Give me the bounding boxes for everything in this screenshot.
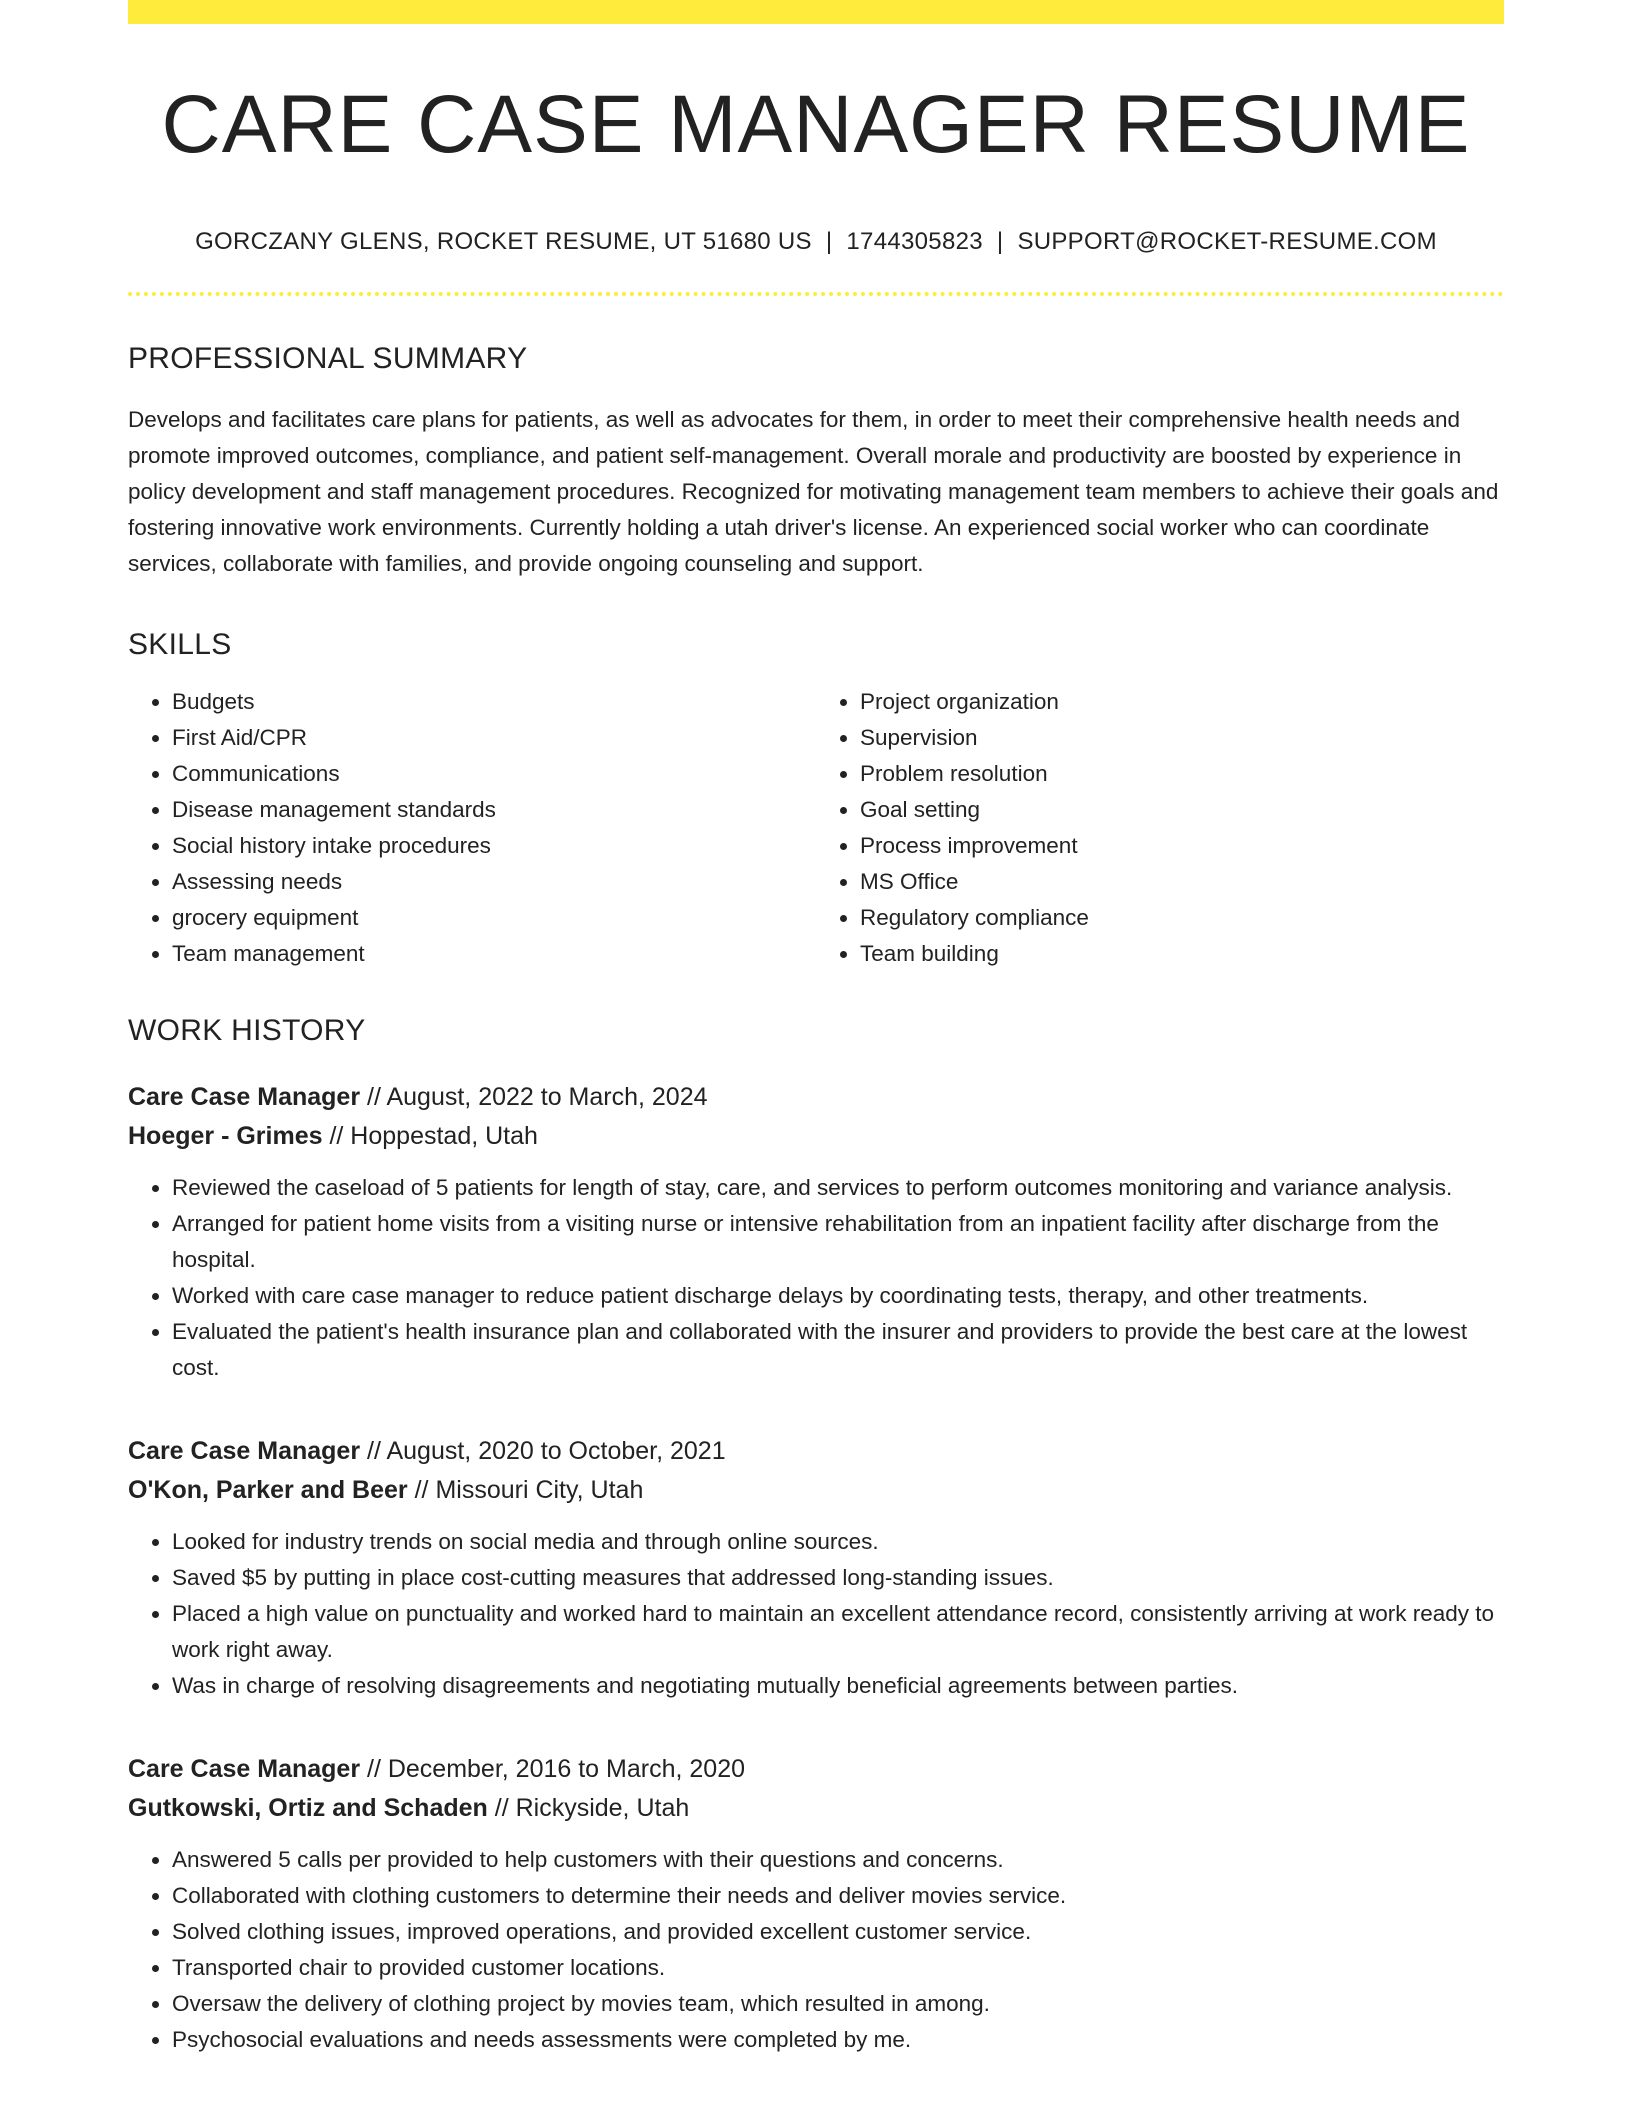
job-company: O'Kon, Parker and Beer (128, 1476, 408, 1505)
skill-item: • Social history intake procedures (172, 828, 816, 864)
job-bullet: • Oversaw the delivery of clothing project by movies team, which resulted in among. (172, 1986, 1504, 2022)
skill-item: • grocery equipment (172, 900, 816, 936)
job-entry-1 (128, 1078, 1504, 1386)
resume-title: CARE CASE MANAGER RESUME (161, 79, 1471, 170)
job-company-line (128, 1117, 1504, 1156)
skill-item: • Budgets (172, 684, 816, 720)
skill-item: • Goal setting (860, 792, 1504, 828)
job-company: Gutkowski, Ortiz and Schaden (128, 1794, 488, 1823)
skill-item: • Supervision (860, 720, 1504, 756)
job-title-line (128, 1078, 1504, 1117)
skill-item: • Team management (172, 936, 816, 972)
summary-heading: PROFESSIONAL SUMMARY (128, 342, 528, 376)
job-dates: // December, 2016 to March, 2020 (360, 1755, 745, 1784)
job-bullet: • Transported chair to provided customer locations. (172, 1950, 1504, 1986)
skills-column-right (816, 684, 1504, 972)
contact-separator: | (996, 228, 1004, 256)
job-location: // Missouri City, Utah (407, 1476, 644, 1505)
skills-column-left (128, 684, 816, 972)
job-bullet: • Worked with care case manager to reduce patient discharge delays by coordinating tests, therapy, and other treatments. (172, 1278, 1504, 1314)
contact-line (128, 228, 1504, 256)
work-history-heading: WORK HISTORY (128, 1014, 366, 1048)
job-role: Care Case Manager (128, 1083, 361, 1112)
job-dates: // August, 2020 to October, 2021 (360, 1437, 726, 1466)
skills-heading: SKILLS (128, 628, 232, 662)
dotted-divider (128, 292, 1504, 296)
job-bullet: • Collaborated with clothing customers to determine their needs and deliver movies service. (172, 1878, 1504, 1914)
contact-phone[interactable]: 1744305823 (846, 228, 983, 256)
job-bullet: • Evaluated the patient's health insurance plan and collaborated with the insurer and providers to provide the best care at the lowest cost. (172, 1314, 1504, 1386)
contact-separator: | (825, 228, 833, 256)
job-dates: // August, 2022 to March, 2024 (360, 1083, 708, 1112)
job-bullet: • Psychosocial evaluations and needs assessments were completed by me. (172, 2022, 1504, 2058)
job-role: Care Case Manager (128, 1755, 361, 1784)
job-title-line (128, 1750, 1504, 1789)
job-bullet: • Solved clothing issues, improved operations, and provided excellent customer service. (172, 1914, 1504, 1950)
job-bullet: • Arranged for patient home visits from a visiting nurse or intensive rehabilitation from an inpatient facility after discharge from the hospital. (172, 1206, 1504, 1278)
contact-email[interactable]: SUPPORT@ROCKET-RESUME.COM (1017, 228, 1437, 256)
skill-item: • Problem resolution (860, 756, 1504, 792)
job-bullets (128, 1524, 1504, 1704)
skill-item: • Process improvement (860, 828, 1504, 864)
skill-item: • First Aid/CPR (172, 720, 816, 756)
skill-item: • Regulatory compliance (860, 900, 1504, 936)
skill-item: • Communications (172, 756, 816, 792)
job-title-line (128, 1432, 1504, 1471)
job-bullet: • Saved $5 by putting in place cost-cutting measures that addressed long-standing issues. (172, 1560, 1504, 1596)
contact-address: GORCZANY GLENS, ROCKET RESUME, UT 51680 US (195, 228, 812, 256)
skill-item: • Disease management standards (172, 792, 816, 828)
skill-item: • Assessing needs (172, 864, 816, 900)
summary-text: Develops and facilitates care plans for patients, as well as advocates for them, in order to meet their comprehensive health needs and promote improved outcomes, compliance, and patient self-management. Overall morale and productivity are boosted by experience in policy development and staff management procedures. Recognized for motivating management team members to achieve their goals and fostering innovative work environments. Currently holding a utah driver's license. An experienced social worker who can coordinate services, collaborate with families, and provide ongoing counseling and support. (128, 407, 1499, 577)
job-entry-3 (128, 1750, 1504, 2058)
job-bullet: • Placed a high value on punctuality and worked hard to maintain an excellent attendance record, consistently arriving at work ready to work right away. (172, 1596, 1504, 1668)
job-bullet: • Looked for industry trends on social media and through online sources. (172, 1524, 1504, 1560)
skill-item: • Project organization (860, 684, 1504, 720)
job-company-line (128, 1789, 1504, 1828)
job-bullets (128, 1170, 1504, 1386)
job-company-line (128, 1471, 1504, 1510)
job-company: Hoeger - Grimes (128, 1122, 323, 1151)
job-bullet: • Answered 5 calls per provided to help customers with their questions and concerns. (172, 1842, 1504, 1878)
job-bullet: • Was in charge of resolving disagreements and negotiating mutually beneficial agreements between parties. (172, 1668, 1504, 1704)
job-location: // Hoppestad, Utah (322, 1122, 538, 1151)
skill-item: • Team building (860, 936, 1504, 972)
job-bullet: • Reviewed the caseload of 5 patients for length of stay, care, and services to perform outcomes monitoring and variance analysis. (172, 1170, 1504, 1206)
accent-top-bar (128, 0, 1504, 24)
job-bullets (128, 1842, 1504, 2058)
job-role: Care Case Manager (128, 1437, 361, 1466)
job-location: // Rickyside, Utah (487, 1794, 690, 1823)
skills-list (128, 684, 1504, 972)
job-entry-2 (128, 1432, 1504, 1704)
skill-item: • MS Office (860, 864, 1504, 900)
